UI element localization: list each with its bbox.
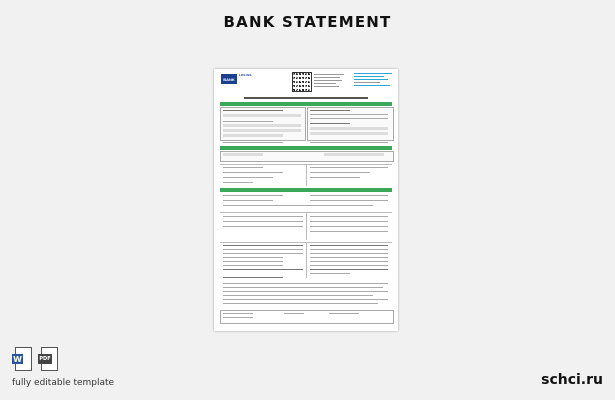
document-heading <box>244 97 368 99</box>
brand-watermark: schci.ru <box>541 372 603 388</box>
logo-subtext: LIFE INS. <box>239 73 253 77</box>
logo-mark: BANK <box>221 74 237 84</box>
section-header-bar <box>220 102 392 106</box>
qr-code-icon <box>292 72 312 92</box>
word-icon[interactable]: W <box>12 347 32 371</box>
file-format-badges <box>12 347 58 371</box>
statement-document-preview <box>214 69 398 331</box>
address-block <box>314 74 346 89</box>
bank-logo <box>221 74 273 84</box>
section-header-bar <box>220 188 392 192</box>
pdf-icon[interactable]: PDF <box>38 347 58 371</box>
contact-block <box>354 73 394 88</box>
editable-template-label: fully editable template <box>12 378 115 388</box>
section-header-bar <box>220 146 392 150</box>
page-title: BANK STATEMENT <box>223 13 392 31</box>
